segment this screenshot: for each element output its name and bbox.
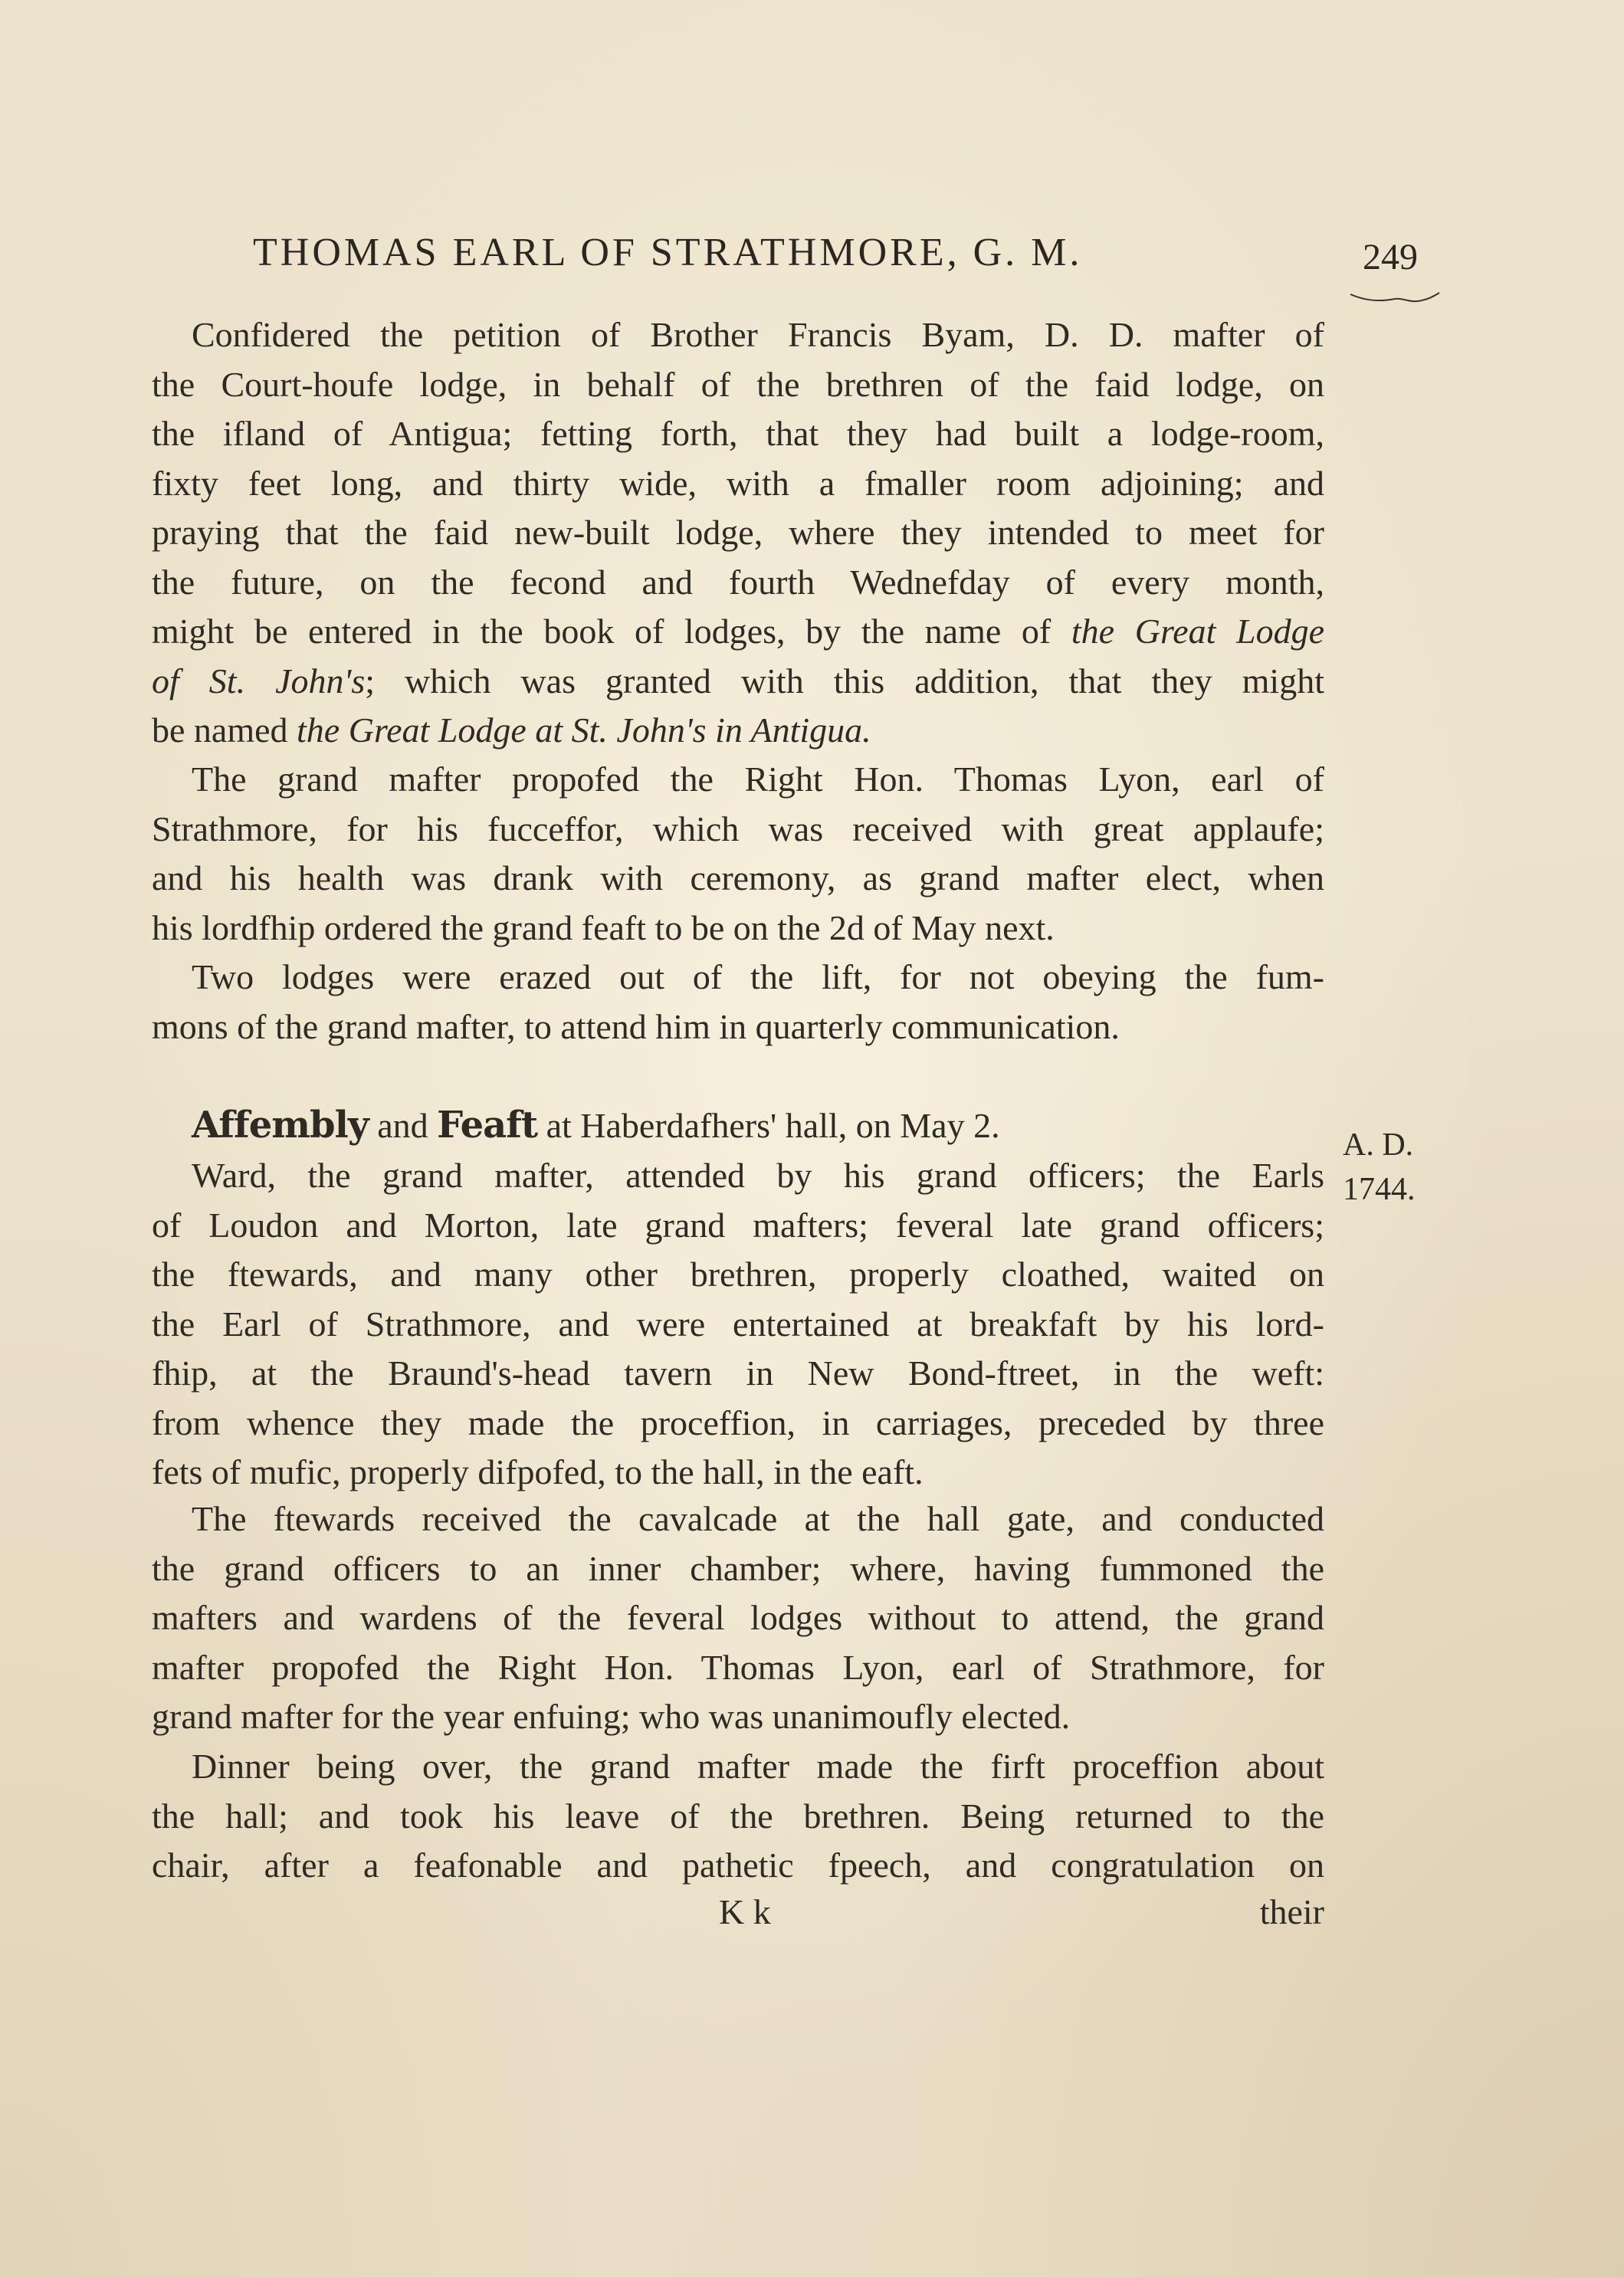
text-line: fets of mufic, properly difpofed, to the hall, in the eaft. xyxy=(152,1452,924,1491)
text-line: Strathmore, for his fucceffor, which was received with great applaufe; xyxy=(152,809,1324,848)
text-line: Two lodges were erazed out of the lift, for not obeying the fum- xyxy=(192,957,1324,996)
paragraph-dinner xyxy=(152,1742,1324,1891)
text-line: the grand officers to an inner chamber; where, having fummoned the xyxy=(152,1548,1324,1588)
page-number: 249 xyxy=(1363,237,1418,277)
text-line: Confidered the petition of Brother Francis Byam, D. D. mafter of xyxy=(192,315,1324,354)
text-line: the Court-houfe lodge, in behalf of the brethren of the faid lodge, on xyxy=(152,364,1324,404)
text-line: the future, on the fecond and fourth Wednefday of every month, xyxy=(152,562,1324,602)
italic-run: of St. John's xyxy=(152,661,366,700)
footer-line xyxy=(152,1891,1324,1937)
text-line: the hall; and took his leave of the brethren. Being returned to the xyxy=(152,1796,1324,1836)
text-line: Ward, the grand mafter, attended by his grand officers; the Earls xyxy=(192,1156,1324,1195)
paragraph-petition xyxy=(152,310,1324,756)
italic-run: the Great Lodge xyxy=(1071,612,1324,651)
text-line: the ftewards, and many other brethren, properly cloathed, waited on xyxy=(152,1255,1324,1294)
flourish-mark xyxy=(1349,290,1441,313)
text-line: mafter propofed the Right Hon. Thomas Lyon, earl of Strathmore, for xyxy=(152,1647,1324,1687)
text-line: of Loudon and Morton, late grand mafters; feveral late grand officers; xyxy=(152,1205,1324,1245)
text-run: ; which was granted with this addition, that they might xyxy=(365,661,1324,700)
catchword: their xyxy=(1259,1892,1324,1931)
text-line: the Earl of Strathmore, and were entertained at breakfaft by his lord- xyxy=(152,1304,1324,1344)
italic-run: the Great Lodge at St. John's in Antigua. xyxy=(297,710,871,750)
text-line: praying that the faid new-built lodge, where they intended to meet for xyxy=(152,513,1324,552)
text-line: the ifland of Antigua; fetting forth, that they had built a lodge-room, xyxy=(152,414,1324,453)
paragraph-successor xyxy=(152,755,1324,953)
signature-mark: K k xyxy=(719,1892,771,1931)
heading-and: and xyxy=(368,1106,438,1145)
text-line-mixed xyxy=(152,607,1324,657)
text-line: his lordfhip ordered the grand feaft to be on the 2d of May next. xyxy=(152,907,1055,947)
heading-word-feast: Feaft xyxy=(437,1104,538,1147)
text-line: mons of the grand mafter, to attend him in quarterly communication. xyxy=(152,1006,1120,1046)
text-line: fhip, at the Braund's-head tavern in New Bond-ftreet, in the weft: xyxy=(152,1353,1324,1393)
margin-note-ad: A. D. xyxy=(1343,1127,1414,1163)
text-line: fixty feet long, and thirty wide, with a fmaller room adjoining; and xyxy=(152,463,1324,503)
running-head: THOMAS EARL OF STRATHMORE, G. M. xyxy=(253,231,1083,274)
text-line-mixed xyxy=(152,657,1324,707)
text-line-mixed xyxy=(152,706,1324,756)
heading-word-assembly: Affembly xyxy=(192,1104,369,1147)
text-line: The ftewards received the cavalcade at the hall gate, and conducted xyxy=(192,1499,1324,1538)
text-line: mafters and wardens of the feveral lodges without to attend, the grand xyxy=(152,1598,1324,1637)
paragraph-procession xyxy=(152,1151,1324,1498)
text-line: from whence they made the proceffion, in carriages, preceded by three xyxy=(152,1403,1324,1442)
text-line: Dinner being over, the grand mafter made the firft proceffion about xyxy=(192,1747,1324,1786)
text-line: grand mafter for the year enfuing; who was unanimoufly elected. xyxy=(152,1697,1071,1736)
text-run: be named xyxy=(152,710,297,750)
margin-note-year: 1744. xyxy=(1343,1172,1416,1207)
text-line: and his health was drank with ceremony, as grand mafter elect, when xyxy=(152,858,1324,897)
paragraph-cavalcade xyxy=(152,1494,1324,1742)
paragraph-lodges-erazed xyxy=(152,953,1324,1052)
heading-rest: at Haberdafhers' hall, on May 2. xyxy=(537,1106,1000,1145)
text-run: might be entered in the book of lodges, by the name of xyxy=(152,612,1071,651)
text-line: The grand mafter propofed the Right Hon. Thomas Lyon, earl of xyxy=(192,760,1324,799)
text-line: chair, after a feafonable and pathetic fpeech, and congratulation on xyxy=(152,1846,1324,1885)
section-heading xyxy=(192,1104,1000,1147)
